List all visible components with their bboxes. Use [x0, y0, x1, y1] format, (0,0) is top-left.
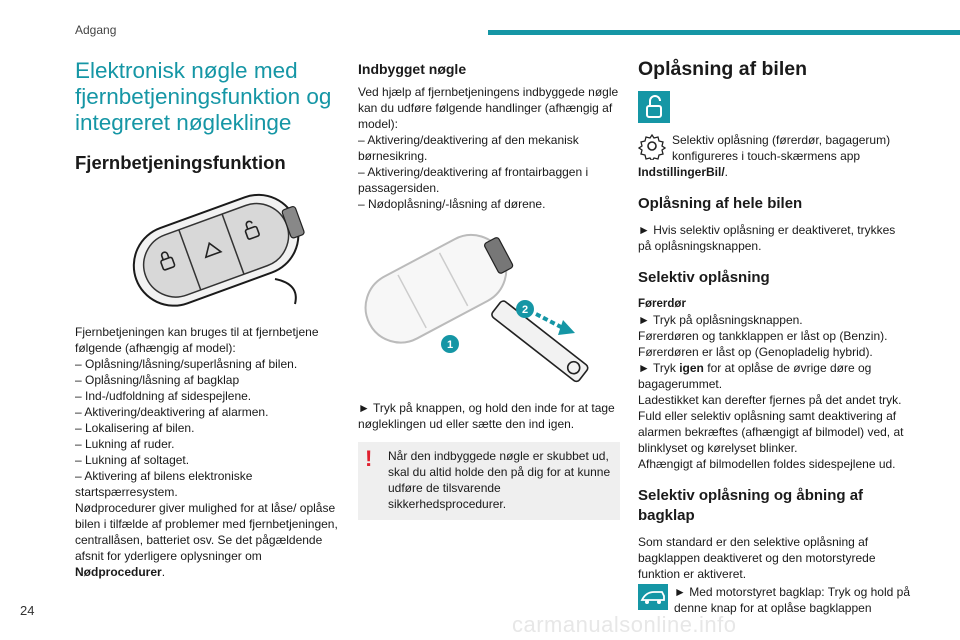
driver-door-label: Førerdør — [638, 298, 686, 310]
selective-app-line — [638, 164, 910, 180]
driver-line-6: Fuld eller selektiv oplåsning samt deaktivering af alarmen bekræftes (afhængigt af bilmodel) ved, at blinklyset og kørelyset blinker. — [638, 409, 904, 455]
app-name: IndstillingerBil/ — [638, 165, 725, 179]
instruction-text: ► Tryk på knappen, og hold den inde for at tage nøgleklingen ud eller sætte den ind igen. — [358, 401, 615, 431]
column-3 — [638, 58, 910, 616]
section-title: Adgang — [75, 23, 117, 37]
column-1 — [75, 58, 340, 580]
unlock-icon — [638, 91, 670, 123]
heading-unlocking: Oplåsning af bilen — [638, 58, 808, 80]
tailgate-button-text: ► Med motorstyret bagklap: Tryk og hold på denne knap for at oplåse bagklappen — [674, 585, 910, 615]
key-fob-illustration — [75, 184, 340, 314]
tailgate-icon — [638, 584, 668, 610]
heading-integrated-key: Indbygget nøgle — [358, 61, 467, 77]
heading-whole-car: Oplåsning af hele bilen — [638, 195, 803, 212]
header-accent-bar — [488, 30, 960, 35]
driver-line-3: Førerdøren er låst op (Genopladelig hybrid). — [638, 345, 873, 359]
selective-info-row — [638, 132, 910, 164]
column-2 — [358, 58, 620, 520]
tailgate-text: Som standard er den selektive oplåsning af bagklappen deaktiveret og den motorstyrede funktion er aktiveret. — [638, 535, 876, 581]
watermark: carmanualsonline.info — [512, 612, 737, 637]
integrated-key-text: Ved hjælp af fjernbetjeningens indbyggede nøgle kan du udføre følgende handlinger (afhængig af model): – Aktivering/deaktivering af den mekanisk børnesikring. – Aktivering/deaktivering af frontairbaggen i passagersiden. – Nødoplåsning/-låsning af dørene. — [358, 85, 619, 211]
whole-car-text: ► Hvis selektiv oplåsning er deaktiveret, trykkes på oplåsningsknappen. — [638, 223, 896, 253]
driver-step-1: ► Tryk på oplåsningsknappen. — [638, 313, 803, 327]
selective-info: Selektiv oplåsning (førerdør, bagagerum) konfigureres i touch-skærmens app — [672, 133, 891, 163]
remote-function-text — [75, 324, 340, 580]
body-end: . — [161, 565, 166, 579]
remote-function-body: Fjernbetjeningen kan bruges til at fjernbetjene følgende (afhængig af model): – Oplåsning/låsning/superlåsning af bilen. – Oplåsning/låsning af bagklap – Ind-/udfoldning af sidespejlene. – Aktivering/deaktivering af alarmen. – Lokalisering af bilen. – Lukning af ruder. – Lukning af soltaget. – Aktivering af bilens elektroniske startspærresystem. Nødprocedurer giver mulighed for at låse/ oplåse bilen i tilfælde af problemer med fjernbetjeningen, centrallåsen, batteriet osv. Se det pågældende afsnit for yderligere oplysninger om — [75, 325, 338, 563]
heading-tailgate: Selektiv oplåsning og åbning af bagklap — [638, 487, 864, 524]
emergency-procedures-link[interactable]: Nødprocedurer — [75, 565, 162, 579]
warning-icon: ! — [365, 446, 373, 471]
callout-2-label: 2 — [521, 304, 529, 316]
callout-1-label: 1 — [446, 339, 454, 351]
page-title: Elektronisk nøgle med fjernbetjeningsfunktion og integreret nøgleklinge — [75, 58, 332, 135]
key-fob-drawing — [75, 184, 340, 314]
key-blade-drawing — [358, 222, 620, 392]
gear-icon — [638, 132, 666, 162]
driver-step-4c: for at oplåse de øvrige døre og bagagerummet. — [638, 361, 872, 391]
key-blade-illustration — [358, 222, 620, 392]
driver-line-7: Afhængigt af bilmodellen foldes sidespejlene ud. — [638, 457, 896, 471]
heading-selective: Selektiv oplåsning — [638, 269, 770, 286]
driver-step-4b: igen — [679, 361, 704, 375]
driver-line-2: Førerdøren og tankklappen er låst op (Benzin). — [638, 329, 888, 343]
selective-info-text — [672, 132, 910, 164]
warning-text: Når den indbyggede nøgle er skubbet ud, skal du altid holde den på dig for at kunne udføre de tilsvarende sikkerhedsprocedurer. — [388, 449, 611, 511]
heading-remote-function: Fjernbetjeningsfunktion — [75, 152, 286, 173]
warning-box — [358, 442, 620, 520]
driver-step-4 — [638, 360, 910, 392]
driver-step-4a: ► Tryk — [638, 361, 676, 375]
page-number: 24 — [20, 603, 35, 618]
app-end: . — [724, 165, 729, 179]
driver-line-5: Ladestikket kan derefter fjernes på det andet tryk. — [638, 393, 902, 407]
